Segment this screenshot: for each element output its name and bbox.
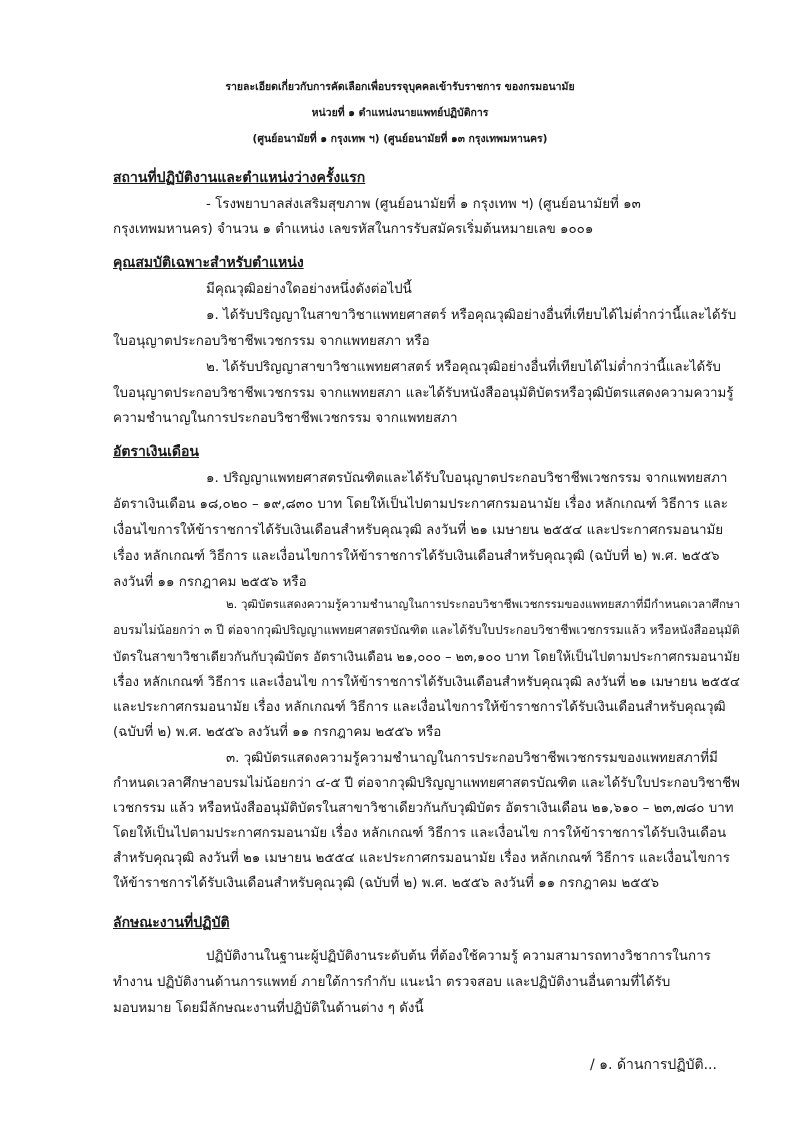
salary-line: และประกาศกรมอนามัย เรื่อง หลักเกณฑ์ วิธีการ และเงื่อนไขการให้ข้าราชการได้รับเงินเดือนสำหรับคุณวุฒิ <box>113 700 726 715</box>
salary-line: ให้ข้าราชการได้รับเงินเดือนสำหรับคุณวุฒิ (ฉบับที่ ๒) พ.ศ. ๒๕๕๖ ลงวันที่ ๑๑ กรกฎาคม ๒๕๕๖ <box>113 876 659 891</box>
duties-line: มอบหมาย โดยมีลักษณะงานที่ปฏิบัติในด้านต่าง ๆ ดังนี้ <box>113 1001 424 1016</box>
workplace-line: - โรงพยาบาลส่งเสริมสุขภาพ (ศูนย์อนามัยที่ ๑ กรุงเทพ ฯ) (ศูนย์อนามัยที่ ๑๓ <box>206 197 641 212</box>
salary-line: ๑. ปริญญาแพทยศาสตรบัณฑิตและได้รับใบอนุญาตประกอบวิชาชีพเวชกรรม จากแพทยสภา <box>206 471 728 486</box>
duties-line: ปฏิบัติงานในฐานะผู้ปฏิบัติงานระดับต้น ที่ต้องใช้ความรู้ ความสามารถทางวิชาการในการ <box>206 949 711 964</box>
qualifications-heading: คุณสมบัติเฉพาะสำหรับตำแหน่ง <box>113 255 304 271</box>
salary-line: ลงวันที่ ๑๑ กรกฎาคม ๒๕๕๖ หรือ <box>113 575 307 590</box>
document-title-line-3: (ศูนย์อนามัยที่ ๑ กรุงเทพ ฯ) (ศูนย์อนามัยที่ ๑๓ กรุงเทพมหานคร) <box>252 133 548 145</box>
continuation-note: / ๑. ด้านการปฏิบัติ... <box>590 1057 717 1073</box>
salary-line: สำหรับคุณวุฒิ ลงวันที่ ๒๑ เมษายน ๒๕๕๔ และประกาศกรมอนามัย เรื่อง หลักเกณฑ์ วิธีการ และเงื่อนไขการ <box>113 851 730 866</box>
salary-line: เวชกรรม แล้ว หรือหนังสืออนุมัติบัตรในสาขาวิชาเดียวกันกับวุฒิบัตร อัตราเงินเดือน ๒๑,๖๑๐ – ๒๓,๗๘๐ บาท <box>113 801 734 816</box>
salary-line: บัตรในสาขาวิชาเดียวกันกับวุฒิบัตร อัตราเงินเดือน ๒๑,๐๐๐ – ๒๓,๑๐๐ บาท โดยให้เป็นไปตามประกาศกรมอนามัย <box>113 650 740 665</box>
salary-line: โดยให้เป็นไปตามประกาศกรมอนามัย เรื่อง หลักเกณฑ์ วิธีการ และเงื่อนไข การให้ข้าราชการได้รับเงินเดือน <box>113 826 727 841</box>
salary-line: เรื่อง หลักเกณฑ์ วิธีการ และเงื่อนไข การให้ข้าราชการได้รับเงินเดือนสำหรับคุณวุฒิ ลงวันที่ ๒๑ เมษายน ๒๕๕๔ <box>113 675 740 690</box>
qualifications-line: ความชำนาญในการประกอบวิชาชีพเวชกรรม จากแพทยสภา <box>113 411 458 426</box>
qualifications-line: ๑. ได้รับปริญญาในสาขาวิชาแพทยศาสตร์ หรือคุณวุฒิอย่างอื่นที่เทียบได้ไม่ต่ำกว่านี้และได้รับ <box>206 308 737 323</box>
salary-line: เงื่อนไขการให้ข้าราชการได้รับเงินเดือนสำหรับคุณวุฒิ ลงวันที่ ๒๑ เมษายน ๒๕๕๔ และประกาศกรมอนามัย <box>113 523 724 538</box>
workplace-heading: สถานที่ปฏิบัติงานและตำแหน่งว่างครั้งแรก <box>113 170 366 186</box>
duties-heading: ลักษณะงานที่ปฏิบัติ <box>113 915 230 931</box>
qualifications-line: ใบอนุญาตประกอบวิชาชีพเวชกรรม จากแพทยสภา หรือ <box>113 334 430 349</box>
salary-line: กำหนดเวลาศึกษาอบรมไม่น้อยกว่า ๔-๕ ปี ต่อจากวุฒิปริญญาแพทยศาสตรบัณฑิต และได้รับใบประกอบวิชาชีพ <box>113 776 740 791</box>
salary-line: อบรมไม่น้อยกว่า ๓ ปี ต่อจากวุฒิปริญญาแพทยศาสตรบัณฑิต และได้รับใบประกอบวิชาชีพเวชกรรมแล้ว หรือหนังสืออนุมัติ <box>113 623 740 637</box>
duties-line: ทำงาน ปฏิบัติงานด้านการแพทย์ ภายใต้การกำกับ แนะนำ ตรวจสอบ และปฏิบัติงานอื่นตามที่ได้รับ <box>113 975 671 990</box>
salary-line: ๒. วุฒิบัตรแสดงความรู้ความชำนาญในการประกอบวิชาชีพเวชกรรมของแพทยสภาที่มีกำหนดเวลาศึกษา <box>226 597 741 611</box>
document-title-line-1: รายละเอียดเกี่ยวกับการคัดเลือกเพื่อบรรจุบุคคลเข้ารับราชการ ของกรมอนามัย <box>225 81 575 93</box>
qualifications-line: มีคุณวุฒิอย่างใดอย่างหนึ่งดังต่อไปนี้ <box>206 282 412 297</box>
salary-heading: อัตราเงินเดือน <box>113 444 199 460</box>
salary-line: อัตราเงินเดือน ๑๘,๐๒๐ – ๑๙,๘๓๐ บาท โดยให้เป็นไปตามประกาศกรมอนามัย เรื่อง หลักเกณฑ์ วิธีการ และ <box>113 497 728 512</box>
salary-line: (ฉบับที่ ๒) พ.ศ. ๒๕๕๖ ลงวันที่ ๑๑ กรกฎาคม ๒๕๕๖ หรือ <box>113 725 442 740</box>
qualifications-line: ๒. ได้รับปริญญาสาขาวิชาแพทยศาสตร์ หรือคุณวุฒิอย่างอื่นที่เทียบได้ไม่ต่ำกว่านี้และได้รับ <box>206 360 721 375</box>
salary-line: เรื่อง หลักเกณฑ์ วิธีการ และเงื่อนไขการให้ข้าราชการได้รับเงินเดือนสำหรับคุณวุฒิ (ฉบับที่ ๒) พ.ศ. ๒๕๕๖ <box>113 549 720 564</box>
document-title-line-2: หน่วยที่ ๑ ตำแหน่งนายแพทย์ปฏิบัติการ <box>311 107 489 119</box>
workplace-line: กรุงเทพมหานคร) จำนวน ๑ ตำแหน่ง เลขรหัสในการรับสมัครเริ่มต้นหมายเลข ๑๐๐๑ <box>113 222 594 237</box>
qualifications-line: ใบอนุญาตประกอบวิชาชีพเวชกรรม จากแพทยสภา และได้รับหนังสืออนุมัติบัตรหรือวุฒิบัตรแสดงความความรู้ <box>113 386 734 401</box>
salary-line: ๓. วุฒิบัตรแสดงความรู้ความชำนาญในการประกอบวิชาชีพเวชกรรมของแพทยสภาที่มี <box>226 751 718 766</box>
